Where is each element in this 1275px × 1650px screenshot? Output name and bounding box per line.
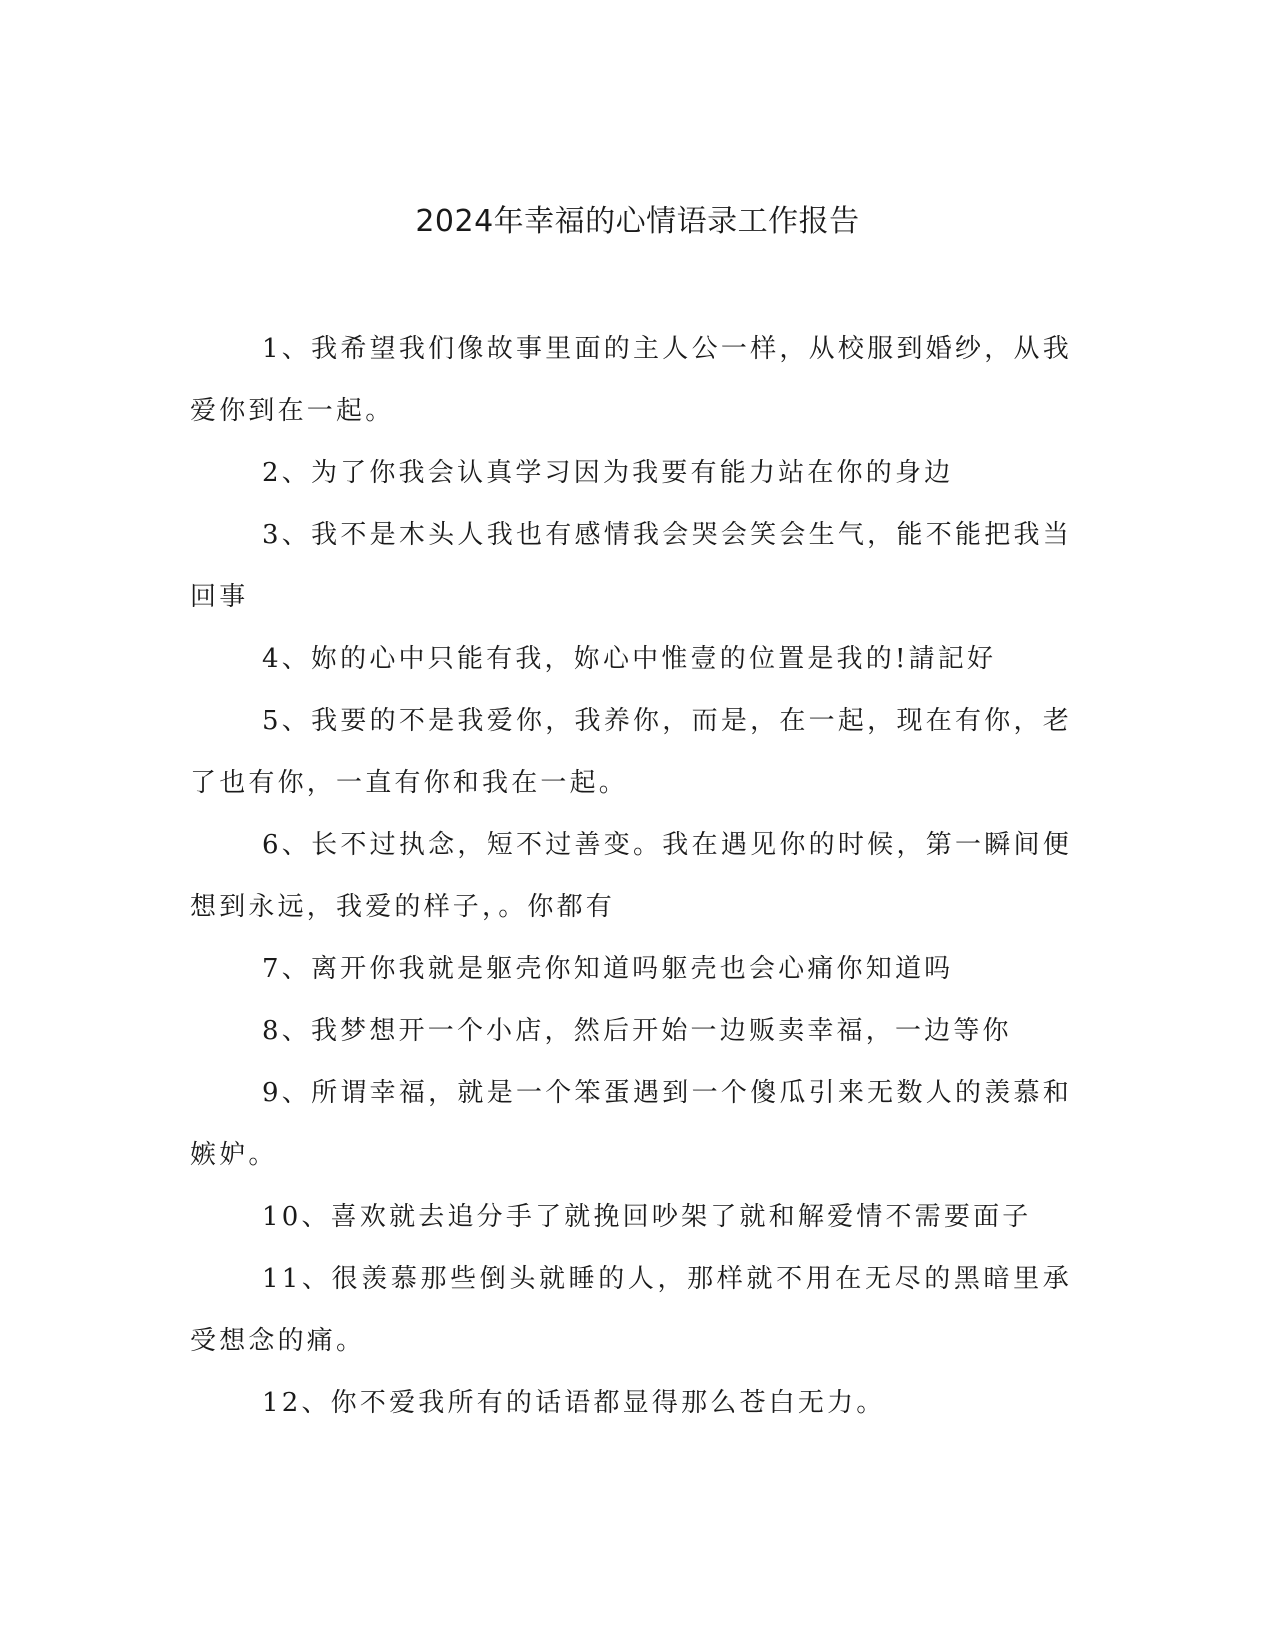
paragraph-9: 9、所谓幸福，就是一个笨蛋遇到一个傻瓜引来无数人的羡慕和嫉妒。 [190,1078,1072,1170]
paragraph-3: 3、我不是木头人我也有感情我会哭会笑会生气，能不能把我当回事 [190,520,1072,612]
paragraph-7: 7、离开你我就是躯壳你知道吗躯壳也会心痛你知道吗 [262,954,954,984]
paragraph-10: 10、喜欢就去追分手了就挽回吵架了就和解爱情不需要面子 [262,1202,1032,1232]
paragraph-1: 1、我希望我们像故事里面的主人公一样，从校服到婚纱，从我爱你到在一起。 [190,334,1072,426]
paragraph-4: 4、妳的心中只能有我，妳心中惟壹的位置是我的!請記好 [262,644,997,674]
document-title: 2024年幸福的心情语录工作报告 [415,204,860,239]
paragraph-5: 5、我要的不是我爱你，我养你，而是，在一起，现在有你，老了也有你，一直有你和我在一起。 [190,706,1072,798]
document-body [190,318,1072,1434]
paragraph-6: 6、长不过执念，短不过善变。我在遇见你的时候，第一瞬间便想到永远，我爱的样子，。你都有 [190,830,1072,922]
paragraph-11: 11、很羡慕那些倒头就睡的人，那样就不用在无尽的黑暗里承受想念的痛。 [190,1264,1072,1356]
paragraph-8: 8、我梦想开一个小店，然后开始一边贩卖幸福，一边等你 [262,1016,1012,1046]
paragraph-12: 12、你不爱我所有的话语都显得那么苍白无力。 [262,1388,886,1418]
paragraph-2: 2、为了你我会认真学习因为我要有能力站在你的身边 [262,458,954,488]
